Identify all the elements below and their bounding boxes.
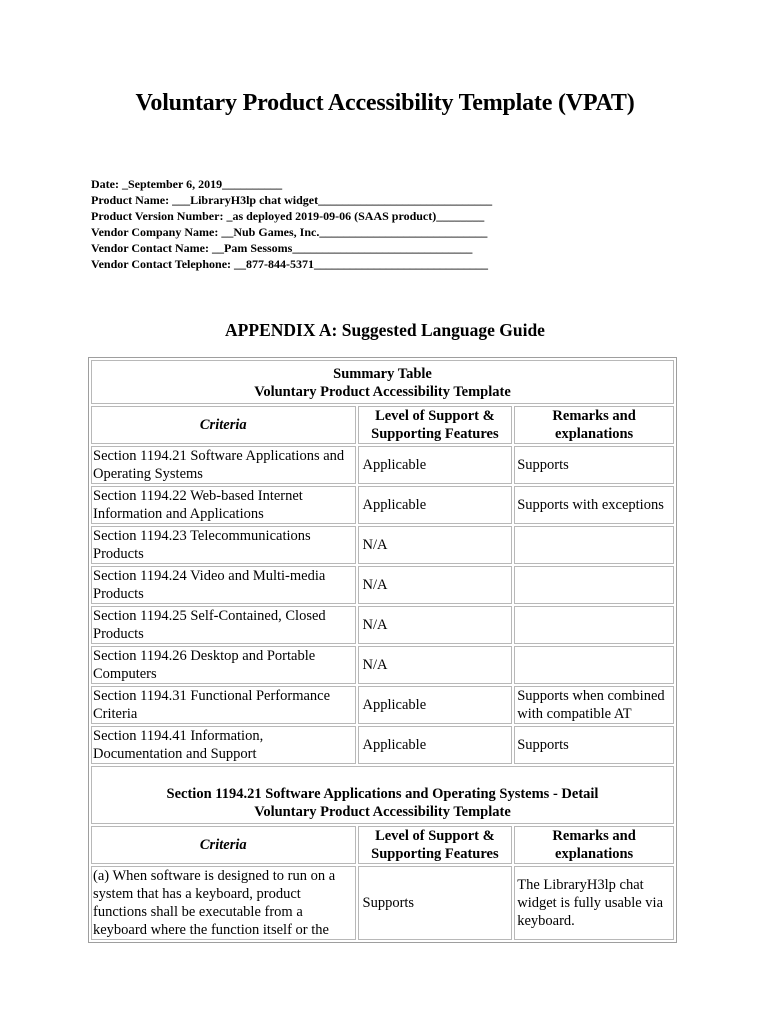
table-row bbox=[91, 566, 674, 604]
criteria-cell: Section 1194.22 Web-based Internet Information and Applications bbox=[91, 486, 356, 524]
summary-caption bbox=[91, 360, 674, 404]
appendix-heading: APPENDIX A: Suggested Language Guide bbox=[225, 320, 545, 340]
level-cell: Applicable bbox=[358, 686, 513, 724]
remarks-cell: Supports with exceptions bbox=[514, 486, 674, 524]
criteria-cell: (a) When software is designed to run on a system that has a keyboard, product functions shall be executable from a keyboard where the function itself or the bbox=[91, 866, 356, 940]
document-title: Voluntary Product Accessibility Template (VPAT) bbox=[135, 90, 635, 116]
table-row bbox=[91, 606, 674, 644]
table-row bbox=[91, 446, 674, 484]
criteria-cell: Section 1194.41 Information, Documentation and Support bbox=[91, 726, 356, 764]
table-row bbox=[91, 486, 674, 524]
summary-header-level: Level of Support & Supporting Features bbox=[358, 406, 513, 444]
table-row bbox=[91, 726, 674, 764]
summary-caption-row bbox=[91, 360, 674, 404]
summary-header-remarks: Remarks and explanations bbox=[514, 406, 674, 444]
remarks-cell: The LibraryH3lp chat widget is fully usable via keyboard. bbox=[514, 866, 674, 940]
detail-header-row bbox=[91, 826, 674, 864]
product-version-line: Product Version Number: _as deployed 2019-09-06 (SAAS product)________ bbox=[91, 209, 485, 223]
product-info-block bbox=[91, 176, 492, 272]
vendor-contact-line: Vendor Contact Name: __Pam Sessoms______________________________ bbox=[91, 241, 473, 255]
level-cell: N/A bbox=[358, 606, 513, 644]
remarks-cell: Supports when combined with compatible AT bbox=[514, 686, 674, 724]
detail-header-remarks: Remarks and explanations bbox=[514, 826, 674, 864]
detail-caption bbox=[91, 766, 674, 824]
level-cell: Applicable bbox=[358, 726, 513, 764]
remarks-cell bbox=[514, 526, 674, 564]
level-cell: Applicable bbox=[358, 446, 513, 484]
detail-caption-subtitle: Voluntary Product Accessibility Template bbox=[254, 804, 511, 820]
level-cell: Applicable bbox=[358, 486, 513, 524]
summary-header-row bbox=[91, 406, 674, 444]
vendor-company-line: Vendor Company Name: __Nub Games, Inc.____________________________ bbox=[91, 225, 488, 239]
product-name-line: Product Name: ___LibraryH3lp chat widget_____________________________ bbox=[91, 193, 493, 207]
criteria-cell: Section 1194.21 Software Applications and Operating Systems bbox=[91, 446, 356, 484]
vpat-table bbox=[88, 357, 677, 943]
level-cell: Supports bbox=[358, 866, 513, 940]
remarks-cell bbox=[514, 566, 674, 604]
table-row bbox=[91, 646, 674, 684]
detail-caption-row bbox=[91, 766, 674, 824]
date-line: Date: _September 6, 2019__________ bbox=[91, 177, 283, 191]
table-row bbox=[91, 866, 674, 940]
detail-header-criteria: Criteria bbox=[91, 826, 356, 864]
table-row bbox=[91, 526, 674, 564]
table-row bbox=[91, 686, 674, 724]
criteria-cell: Section 1194.31 Functional Performance Criteria bbox=[91, 686, 356, 724]
remarks-cell: Supports bbox=[514, 726, 674, 764]
level-cell: N/A bbox=[358, 646, 513, 684]
criteria-cell: Section 1194.23 Telecommunications Products bbox=[91, 526, 356, 564]
level-cell: N/A bbox=[358, 526, 513, 564]
remarks-cell bbox=[514, 606, 674, 644]
criteria-cell: Section 1194.26 Desktop and Portable Computers bbox=[91, 646, 356, 684]
remarks-cell: Supports bbox=[514, 446, 674, 484]
detail-header-level: Level of Support & Supporting Features bbox=[358, 826, 513, 864]
level-cell: N/A bbox=[358, 566, 513, 604]
detail-caption-title: Section 1194.21 Software Applications and Operating Systems - Detail bbox=[166, 786, 599, 802]
vendor-phone-line: Vendor Contact Telephone: __877-844-5371_____________________________ bbox=[91, 257, 489, 271]
summary-caption-title: Summary Table bbox=[333, 366, 432, 382]
summary-caption-subtitle: Voluntary Product Accessibility Template bbox=[254, 384, 511, 400]
criteria-cell: Section 1194.24 Video and Multi-media Products bbox=[91, 566, 356, 604]
criteria-cell: Section 1194.25 Self-Contained, Closed Products bbox=[91, 606, 356, 644]
summary-header-criteria: Criteria bbox=[91, 406, 356, 444]
remarks-cell bbox=[514, 646, 674, 684]
